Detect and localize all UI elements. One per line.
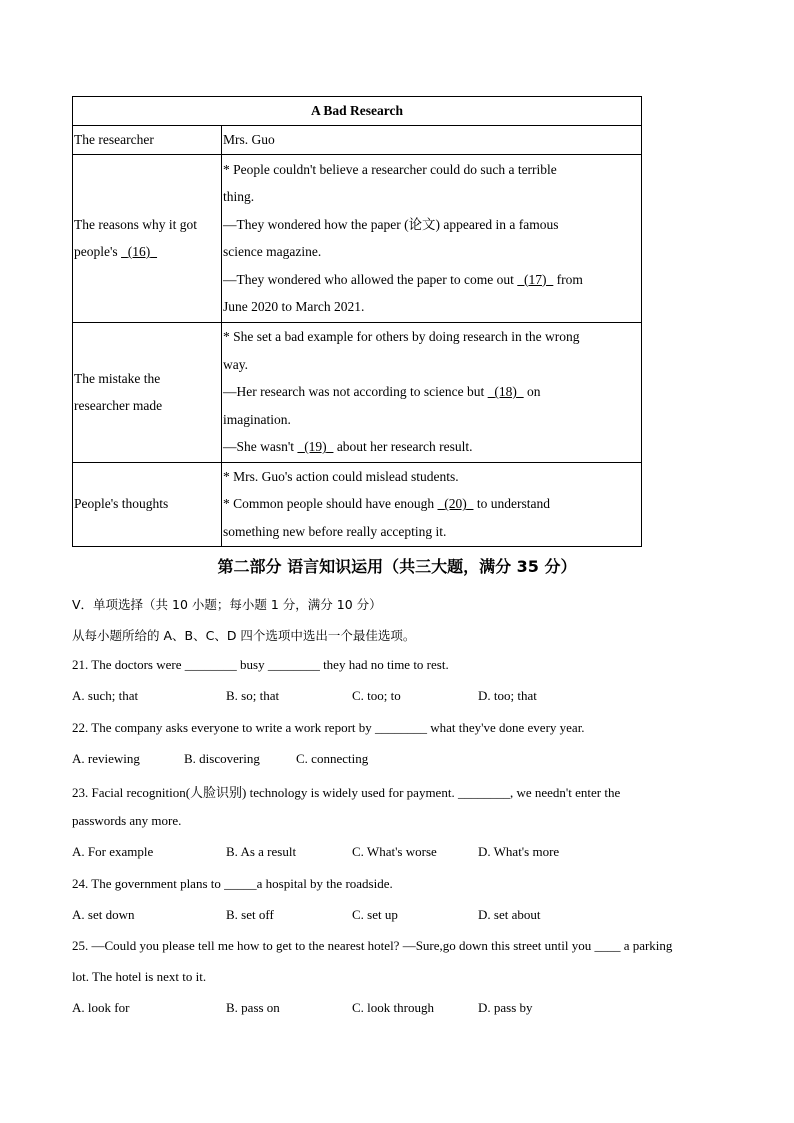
option-25-c[interactable]: C. look through <box>352 1000 434 1015</box>
option-21-c[interactable]: C. too; to <box>352 688 401 703</box>
question-24: 24. The government plans to _____a hospital by the roadside. <box>72 876 393 891</box>
question-23: 23. Facial recognition(人脸识别) technology is widely used for payment. ________, we needn't enter the <box>72 785 621 800</box>
blank-16[interactable]: (16) <box>127 244 151 259</box>
question-23-cont: passwords any more. <box>72 813 182 828</box>
option-21-d[interactable]: D. too; that <box>478 688 537 703</box>
option-24-b[interactable]: B. set off <box>226 907 274 922</box>
row-content-researcher: Mrs. Guo <box>222 126 642 155</box>
question-25-cont: lot. The hotel is next to it. <box>72 969 207 984</box>
blank-17[interactable]: (17) <box>524 271 547 287</box>
row-label-reasons: The reasons why it got people's (16) <box>73 154 222 322</box>
table-title: A Bad Research <box>73 97 642 126</box>
blank-19[interactable]: (19) <box>304 439 327 455</box>
option-24-d[interactable]: D. set about <box>478 907 541 922</box>
option-24-c[interactable]: C. set up <box>352 907 398 922</box>
row-label-mistake: The mistake the researcher made <box>73 322 222 462</box>
blank-20[interactable]: (20) <box>444 496 467 512</box>
question-22: 22. The company asks everyone to write a work report by ________ what they've done every year. <box>72 720 585 735</box>
question-21: 21. The doctors were ________ busy ________ they had no time to rest. <box>72 657 449 672</box>
research-table <box>72 96 642 547</box>
option-23-c[interactable]: C. What's worse <box>352 844 437 859</box>
option-21-b[interactable]: B. so; that <box>226 688 280 703</box>
section-instruction: 从每小题所给的 A、B、C、D 四个选项中选出一个最佳选项。 <box>72 628 416 643</box>
option-23-b[interactable]: B. As a result <box>226 844 297 859</box>
row-label-thoughts: People's thoughts <box>73 462 222 546</box>
option-25-a[interactable]: A. look for <box>72 1000 130 1015</box>
option-22-c[interactable]: C. connecting <box>296 751 369 766</box>
row-content-reasons: * People couldn't believe a researcher could do such a terrible thing. —They wondered how the paper (论文) appeared in a famous science magazine. —They wondered who allowed the paper to come out (17) from June 2020 to March 2021. <box>222 154 642 322</box>
row-label-researcher: The researcher <box>73 126 222 155</box>
option-23-a[interactable]: A. For example <box>72 844 154 859</box>
option-23-d[interactable]: D. What's more <box>478 844 560 859</box>
row-content-thoughts: * Mrs. Guo's action could mislead students. * Common people should have enough (20) to understand something new before really accepting it. <box>222 462 642 546</box>
option-22-a[interactable]: A. reviewing <box>72 751 140 766</box>
row-content-mistake: * She set a bad example for others by doing research in the wrong way. —Her research was not according to science but (18) on imagination. —She wasn't (19) about her research result. <box>222 322 642 462</box>
blank-18[interactable]: (18) <box>494 384 517 400</box>
question-25: 25. —Could you please tell me how to get to the nearest hotel? —Sure,go down this street until you ____ a parking <box>72 938 673 953</box>
option-21-a[interactable]: A. such; that <box>72 688 139 703</box>
option-24-a[interactable]: A. set down <box>72 907 135 922</box>
part-title: 第二部分 语言知识运用（共三大题，满分 35 分） <box>217 557 577 576</box>
option-25-b[interactable]: B. pass on <box>226 1000 280 1015</box>
option-22-b[interactable]: B. discovering <box>184 751 260 766</box>
section-heading: V．单项选择（共 10 小题；每小题 1 分，满分 10 分） <box>72 597 382 612</box>
option-25-d[interactable]: D. pass by <box>478 1000 533 1015</box>
